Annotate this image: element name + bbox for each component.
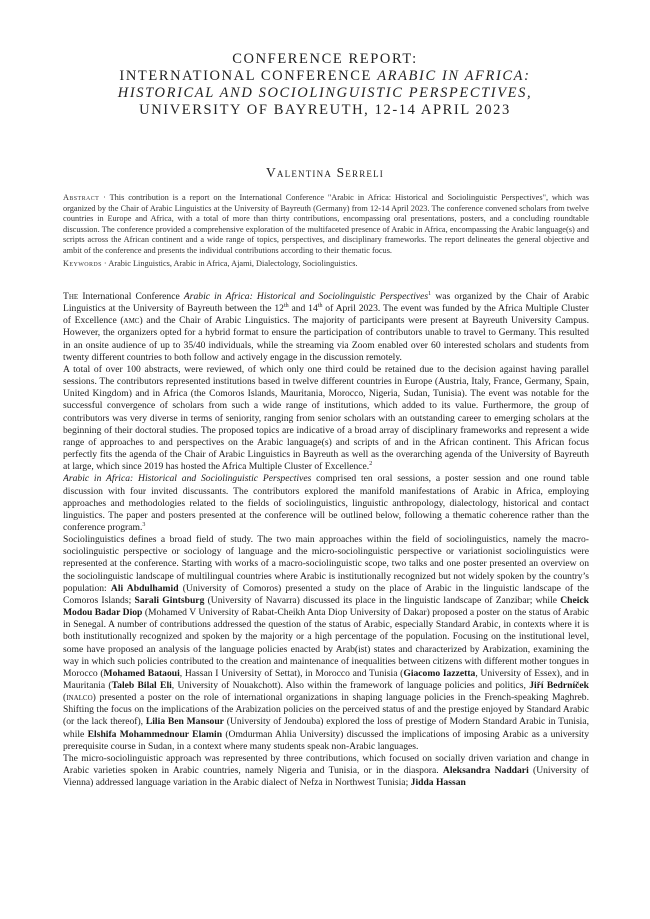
speaker-name: Lilia Ben Mansour <box>145 716 224 728</box>
abstract <box>63 193 589 257</box>
paragraph-5 <box>63 753 589 789</box>
p4-text: , University of Essex), and in Mauritania ( <box>63 667 589 691</box>
ordinal-suffix: th <box>283 302 289 309</box>
paragraph-3 <box>63 473 589 534</box>
speaker-name: Aleksandra Naddari <box>442 765 529 777</box>
keywords <box>63 259 589 270</box>
report-title <box>0 51 650 119</box>
p4-text: (Mohamed V University of Rabat-Cheikh Anta Diop University of Dakar) proposed a poster on the status of Arabic in Senegal. A number of contributions addressed the question of the status of Arabic, especially Standard Arabic, in contexts where it is both institutionally recognized and spoken by the majority or a high percentage of the population. Focusing on the institutional level, some have proposed an analysis of the language policies enacted by Arab(ist) states and characterized by Arabization, examining the way in which such policies contributed to the creation and maintenance of inequalities between citizens with different mother tongues in Morocco ( <box>63 607 589 679</box>
title-line-1: CONFERENCE REPORT: <box>232 51 418 67</box>
keywords-text: Arabic Linguistics, Arabic in Africa, Ajami, Dialectology, Sociolinguistics. <box>108 259 358 268</box>
conference-name-italic: Arabic in Africa: Historical and Sociolinguistic Perspectives <box>183 291 429 302</box>
inalco-acronym: inalco <box>66 692 93 704</box>
author-name: Valentina Serreli <box>265 165 385 180</box>
p4-text: (University of Jendouba) explored the loss of prestige of Modern Standard Arabic in Tunisia, while <box>63 716 589 740</box>
p1-text-3: and 14 <box>288 303 318 315</box>
speaker-name: Mohamed Bataoui <box>103 667 180 679</box>
p4-text: , Hassan I University of Settat), in Morocco and Tunisia ( <box>179 667 404 679</box>
p5-text: (University of Vienna) addressed language variation in the Arabic dialect of Nefza in Northwest Tunisia; <box>63 765 589 789</box>
p4-text: Sociolinguistics defines a broad field of study. The two main approaches within the field of sociolinguistics, namely the macro-sociolinguistic perspective or sociology of language and the micro-sociolinguistic perspective or variationist sociolinguistics were represented at the conference. Starting with works of a macro-sociolinguistic scope, two talks and one poster presented an overview on the sociolinguistic landscape of multilingual countries where Arabic is institutionally recognized but not widely spoken by the country’s population: <box>63 534 589 594</box>
amc-acronym: amc <box>123 315 140 327</box>
speaker-name: Elshifa Mohammednour Elamin <box>87 728 223 740</box>
paragraph-1 <box>63 291 589 364</box>
p1-text-2: was organized by the Chair of Arabic Linguistics at the University of Bayreuth between the 12 <box>63 291 589 315</box>
p4-text: (Omdurman Ahlia University) discussed the implications of imposing Arabic as a university prerequisite course in Sudan, in a context where many students speak non-Arabic languages. <box>63 728 589 752</box>
speaker-name: Ali Abdulhamid <box>110 582 179 594</box>
conference-name-italic: Arabic in Africa: Historical and Sociolinguistic Perspectives <box>63 473 312 485</box>
p1-text-1: International Conference <box>78 291 184 302</box>
speaker-name: Sarali Gintsburg <box>134 594 205 606</box>
lead-word: The <box>63 291 79 302</box>
keywords-separator: · <box>101 259 109 268</box>
body-text <box>63 291 589 911</box>
p5-text: The micro-sociolinguistic approach was represented by three contributions, which focused on socially driven variation and change in Arabic varieties spoken in Arabic countries, namely Nigeria and Tunisia, or in the diaspora. <box>63 752 589 777</box>
title-line-3 <box>0 85 650 102</box>
p4-text: ) presented a poster on the role of international organizations in shaping language policies in the French-speaking Maghreb. Shifting the focus on the implications of the Arabization policies on the perceived status of and the prestige enjoyed by Standard Arabic (or the lack thereof), <box>63 692 589 728</box>
p4-text: (University of Comoros) presented a study on the place of Arabic in the linguistic landscape of the Comoros Islands; <box>63 582 589 606</box>
speaker-name: Jidda Hassan <box>410 777 466 789</box>
title-line-2-italic: ARABIC IN AFRICA: <box>377 68 531 84</box>
p1-text-5: ) and the Chair of Arabic Linguistics. The majority of participants were present at Bayreuth University Campus. However, the organizers opted for a hybrid format to ensure the participation of contributors unable to travel to Germany. This resulted in an onsite audience of up to 35/40 individuals, while the streaming via Zoom enabled over 60 interested scholars and students from twenty different countries to both follow and actively engage in the discussion remotely. <box>63 315 589 363</box>
p1-text-4: of April 2023. The event was funded by the Africa Multiple Cluster of Excellence ( <box>63 303 589 327</box>
p2-text-1: A total of over 100 abstracts, were reviewed, of which only one third could be retained due to the decision against having parallel sessions. The contributors represented institutions based in twelve different countries in Europe (Austria, Italy, France, Germany, Spain, United Kingdom) and in Africa (the Comoros Islands, Mauritania, Morocco, Nigeria, Sudan, Tunisia). The event was notable for the successful convergence of scholars from such a wide range of institutions, which added to its value. Furthermore, the group of contributors was very diverse in terms of seniority, ranging from senior scholars with an outstanding career to emerging scholars at the beginning of their doctoral studies. The proposed topics are indicative of a broad array of disciplinary frameworks and represent a wide range of approaches to and perspectives on the Arabic language(s) and scripts of and in the African continent. This African focus perfectly fits the agenda of the Chair of Arabic Linguistics in Bayreuth as well as the overarching agenda of the University of Bayreuth at large, which since 2019 has hosted the Africa Multiple Cluster of Excellence. <box>63 363 589 473</box>
paragraph-4 <box>63 534 589 753</box>
title-line-4: UNIVERSITY OF BAYREUTH, 12-14 APRIL 2023 <box>139 102 511 118</box>
title-line-2-plain: INTERNATIONAL CONFERENCE <box>119 68 378 84</box>
speaker-name: Giacomo Iazzetta <box>403 667 476 679</box>
paragraph-2 <box>63 364 589 473</box>
p4-text: (University of Navarra) discussed its place in the linguistic landscape of Zanzibar; while <box>204 594 561 606</box>
p3-text-1: comprised ten oral sessions, a poster session and one round table discussion with four invited discussants. The contributors explored the manifold manifestations of Arabic in Africa, employing approaches and methodologies related to the fields of sociolinguistics, linguistic anthropology, dialectology, historical and contact linguistics. The paper and posters presented at the conference will be outlined below, following a thematic coherence rather than the conference program. <box>63 473 589 533</box>
abstract-text: This contribution is a report on the International Conference "Arabic in Africa: Historical and Sociolinguistic Perspectives", which was organized by the Chair of Arabic Linguistics at the University of Bayreuth (Germany) from 12-14 April 2023. The conference convened scholars from twelve countries in Europe and Africa, with a total of more than thirty contributions, encompassing oral presentations, posters, and a concluding roundtable discussion. The conference provided a comprehensive exploration of the multifaceted presence of Arabic in Africa, encompassing the Arabic language(s) and scripts across the African continent and a wide range of topics, perspectives, and disciplinary frameworks. The report delineates the general objective and ambit of the conference and presents the individual contributions according to their thematic focus. <box>63 193 589 255</box>
title-line-2 <box>0 68 650 85</box>
speaker-name: Taleb Bilal Eli <box>111 680 172 691</box>
footnote-ref-1[interactable]: 1 <box>428 291 432 297</box>
footnote-ref-3[interactable]: 3 <box>142 521 146 528</box>
p4-text: ( <box>63 692 67 704</box>
p4-text: , University of Nouakchott). Also within the framework of language policies and politics, <box>171 680 530 691</box>
abstract-separator: · <box>99 193 110 202</box>
keywords-label: Keywords <box>63 259 102 268</box>
speaker-name: Jiří Bedrníček <box>529 680 589 691</box>
title-line-3-italic: HISTORICAL AND SOCIOLINGUISTIC PERSPECTIVES, <box>117 85 533 101</box>
footnote-ref-2[interactable]: 2 <box>369 461 373 467</box>
ordinal-suffix: th <box>317 302 323 309</box>
abstract-label: Abstract <box>63 193 100 202</box>
speaker-name: Cheick Modou Badar Diop <box>63 594 589 619</box>
